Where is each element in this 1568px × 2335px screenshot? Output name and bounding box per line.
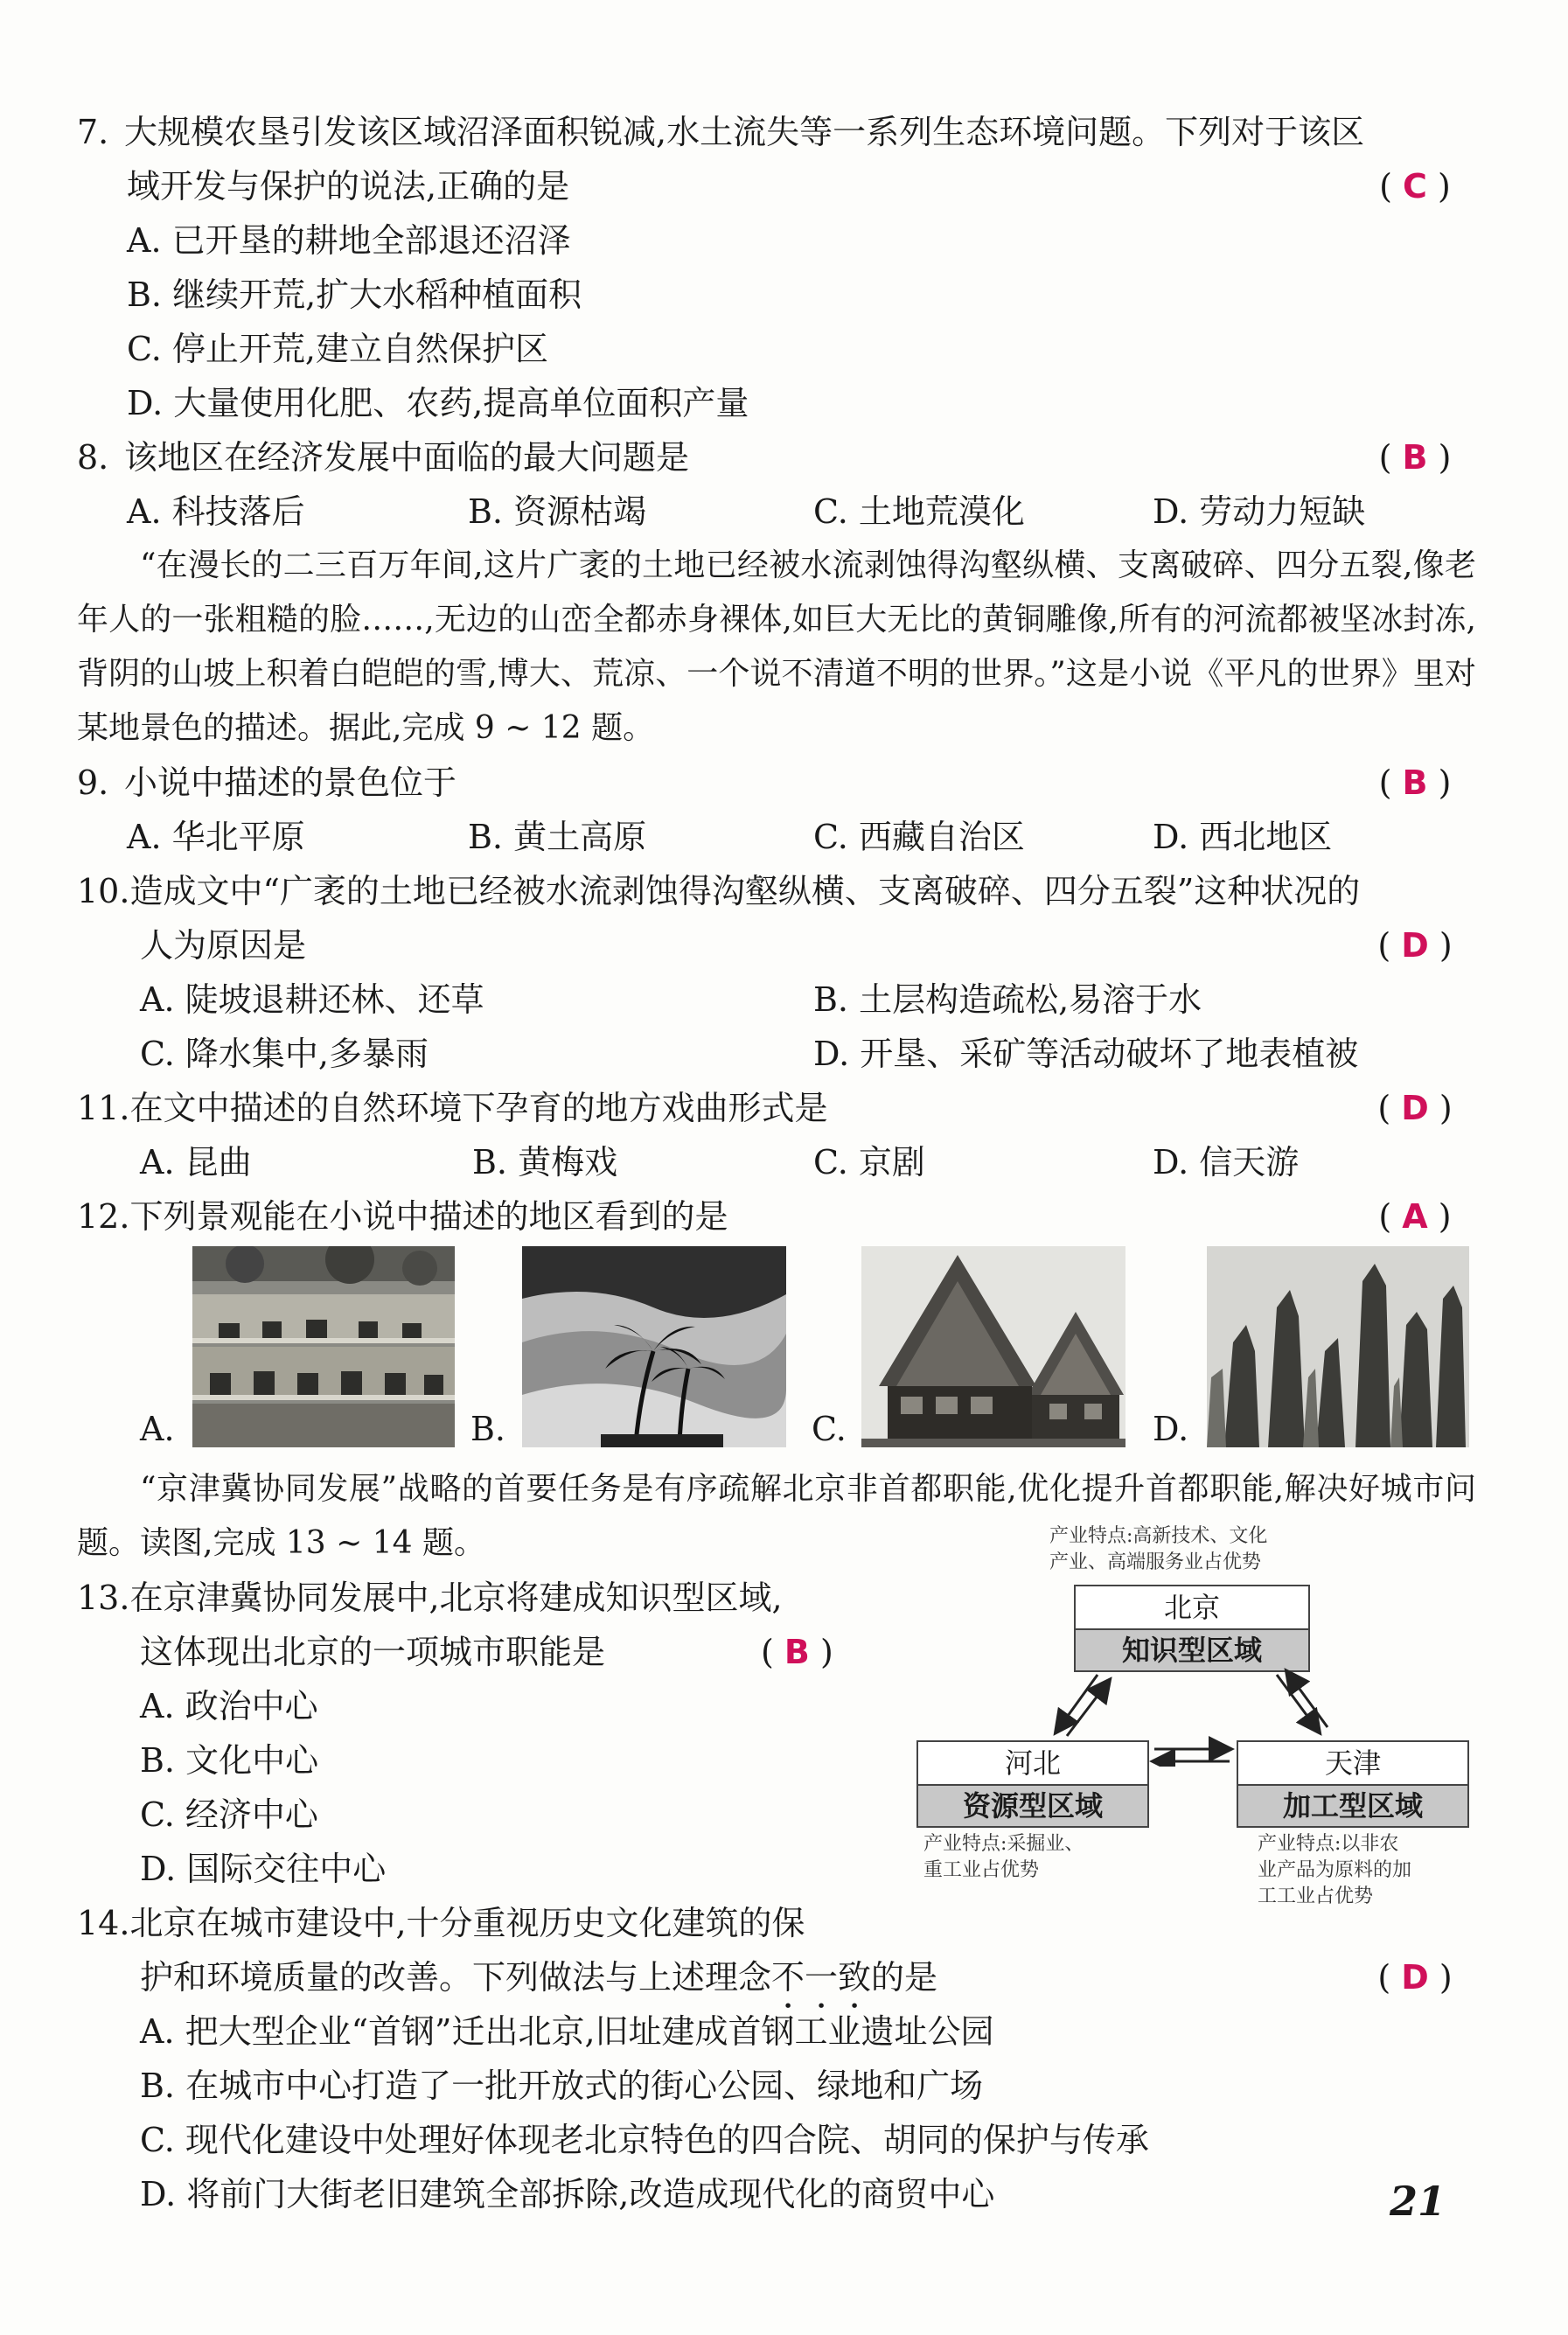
q13-option-d: D. 国际交往中心: [140, 1850, 387, 1888]
photo-d-label: D.: [1153, 1410, 1189, 1448]
question-10: 10.造成文中“广袤的土地已经被水流剥蚀得沟壑纵横、支离破碎、四分五裂”这种状况的: [77, 872, 1361, 910]
q9-option-b: B. 黄土高原: [468, 818, 647, 856]
photo-stone-forest: [1207, 1246, 1469, 1447]
photo-c-label: C.: [812, 1410, 847, 1448]
answer-13: ( B ): [761, 1633, 833, 1671]
hebei-note: 产业特点:采掘业、 重工业占优势: [923, 1833, 1084, 1881]
tianjin-box: 天津 加工型区域: [1237, 1740, 1469, 1828]
question-13: 13.在京津冀协同发展中,北京将建成知识型区域,: [77, 1579, 783, 1617]
q8-option-a: A. 科技落后: [127, 492, 305, 531]
q13-option-c: C. 经济中心: [140, 1795, 318, 1834]
answer-12: ( A ): [1378, 1197, 1452, 1236]
photo-desert-palms: [522, 1246, 786, 1447]
q13-option-b: B. 文化中心: [140, 1741, 319, 1780]
q10-option-d: D. 开垦、采矿等活动破坏了地表植被: [813, 1035, 1359, 1073]
question-11: 11.在文中描述的自然环境下孕育的地方戏曲形式是: [77, 1089, 828, 1127]
question-7-line2: 域开发与保护的说法,正确的是: [127, 167, 570, 206]
emphasis-not-consistent: 不一致: [771, 1958, 872, 1997]
q7-option-d: D. 大量使用化肥、农药,提高单位面积产量: [127, 384, 749, 422]
q11-option-a: A. 昆曲: [140, 1143, 252, 1181]
q10-option-c: C. 降水集中,多暴雨: [140, 1035, 429, 1073]
page-number: 21: [1389, 2178, 1446, 2225]
photo-thatched-houses: [861, 1246, 1125, 1447]
question-14: 14.北京在城市建设中,十分重视历史文化建筑的保: [77, 1904, 805, 1942]
q14-option-c: C. 现代化建设中处理好体现老北京特色的四合院、胡同的保护与传承: [140, 2121, 1149, 2159]
diagram-arrows: [909, 1662, 1469, 1767]
q11-option-b: B. 黄梅戏: [472, 1143, 618, 1181]
tianjin-note: 产业特点:以非农 业产品为原料的加 工工业占优势: [1258, 1833, 1412, 1907]
q11-option-c: C. 京剧: [813, 1143, 925, 1181]
question-12: 12.下列景观能在小说中描述的地区看到的是: [77, 1197, 728, 1236]
question-13-line2: 这体现出北京的一项城市职能是: [140, 1633, 606, 1671]
answer-9: ( B ): [1378, 763, 1452, 802]
question-9: 9. 小说中描述的景色位于: [77, 763, 457, 802]
q14-option-d: D. 将前门大街老旧建筑全部拆除,改造成现代化的商贸中心: [140, 2175, 995, 2213]
passage-ordinary-world: “在漫长的二三百万年间,这片广袤的土地已经被水流剥蚀得沟壑纵横、支离破碎、四分五裂,像老年人的一张粗糙的脸……,无边的山峦全都赤身裸体,如巨大无比的黄铜雕像,所有的河流都被坚冰封冻,背阴的山坡上积着白皑皑的雪,博大、荒凉、一个说不清道不明的世界。”这是小说《平凡的世界》里对某地景色的描述。据此,完成 9 ~ 12 题。: [77, 547, 1476, 746]
question-7: 7. 大规模农垦引发该区域沼泽面积锐减,水土流失等一系列生态环境问题。下列对于该区: [77, 113, 1365, 151]
answer-14: ( D ): [1377, 1958, 1453, 1997]
passage-jingjinji: “京津冀协同发展”战略的首要任务是有序疏解北京非首都职能,优化提升首都职能,解决好城市问题。读图,完成 13 ~ 14 题。: [77, 1471, 1476, 1561]
photo-cave-dwellings: [192, 1246, 455, 1447]
q7-option-b: B. 继续开荒,扩大水稻种植面积: [127, 275, 582, 314]
q14-option-a: A. 把大型企业“首钢”迁出北京,旧址建成首钢工业遗址公园: [140, 2012, 994, 2051]
q9-option-a: A. 华北平原: [127, 818, 305, 856]
answer-8: ( B ): [1378, 438, 1452, 477]
question-10-line2: 人为原因是: [140, 926, 307, 965]
q7-option-a: A. 已开垦的耕地全部退还沼泽: [127, 221, 571, 260]
answer-7: ( C ): [1379, 167, 1451, 206]
beijing-box: 北京 知识型区域: [1074, 1585, 1310, 1672]
hebei-box: 河北 资源型区域: [916, 1740, 1149, 1828]
q13-option-a: A. 政治中心: [140, 1687, 318, 1725]
photo-a-label: A.: [140, 1410, 175, 1448]
q14-option-b: B. 在城市中心打造了一批开放式的街心公园、绿地和广场: [140, 2067, 984, 2105]
question-8: 8. 该地区在经济发展中面临的最大问题是: [77, 438, 690, 477]
q11-option-d: D. 信天游: [1153, 1143, 1300, 1181]
beijing-note: 产业特点:高新技术、文化 产业、高端服务业占优势: [1049, 1525, 1268, 1573]
q10-option-a: A. 陡坡退耕还林、还草: [140, 980, 484, 1019]
q8-option-c: C. 土地荒漠化: [813, 492, 1025, 531]
question-14-line2: 护和环境质量的改善。下列做法与上述理念不一致的是: [140, 1958, 938, 1997]
q8-option-d: D. 劳动力短缺: [1153, 492, 1366, 531]
q10-option-b: B. 土层构造疏松,易溶于水: [813, 980, 1202, 1019]
photo-b-label: B.: [470, 1410, 506, 1448]
q8-option-b: B. 资源枯竭: [468, 492, 647, 531]
q7-option-c: C. 停止开荒,建立自然保护区: [127, 330, 548, 368]
q9-option-d: D. 西北地区: [1153, 818, 1333, 856]
answer-10: ( D ): [1377, 926, 1453, 965]
answer-11: ( D ): [1377, 1089, 1453, 1127]
q9-option-c: C. 西藏自治区: [813, 818, 1025, 856]
